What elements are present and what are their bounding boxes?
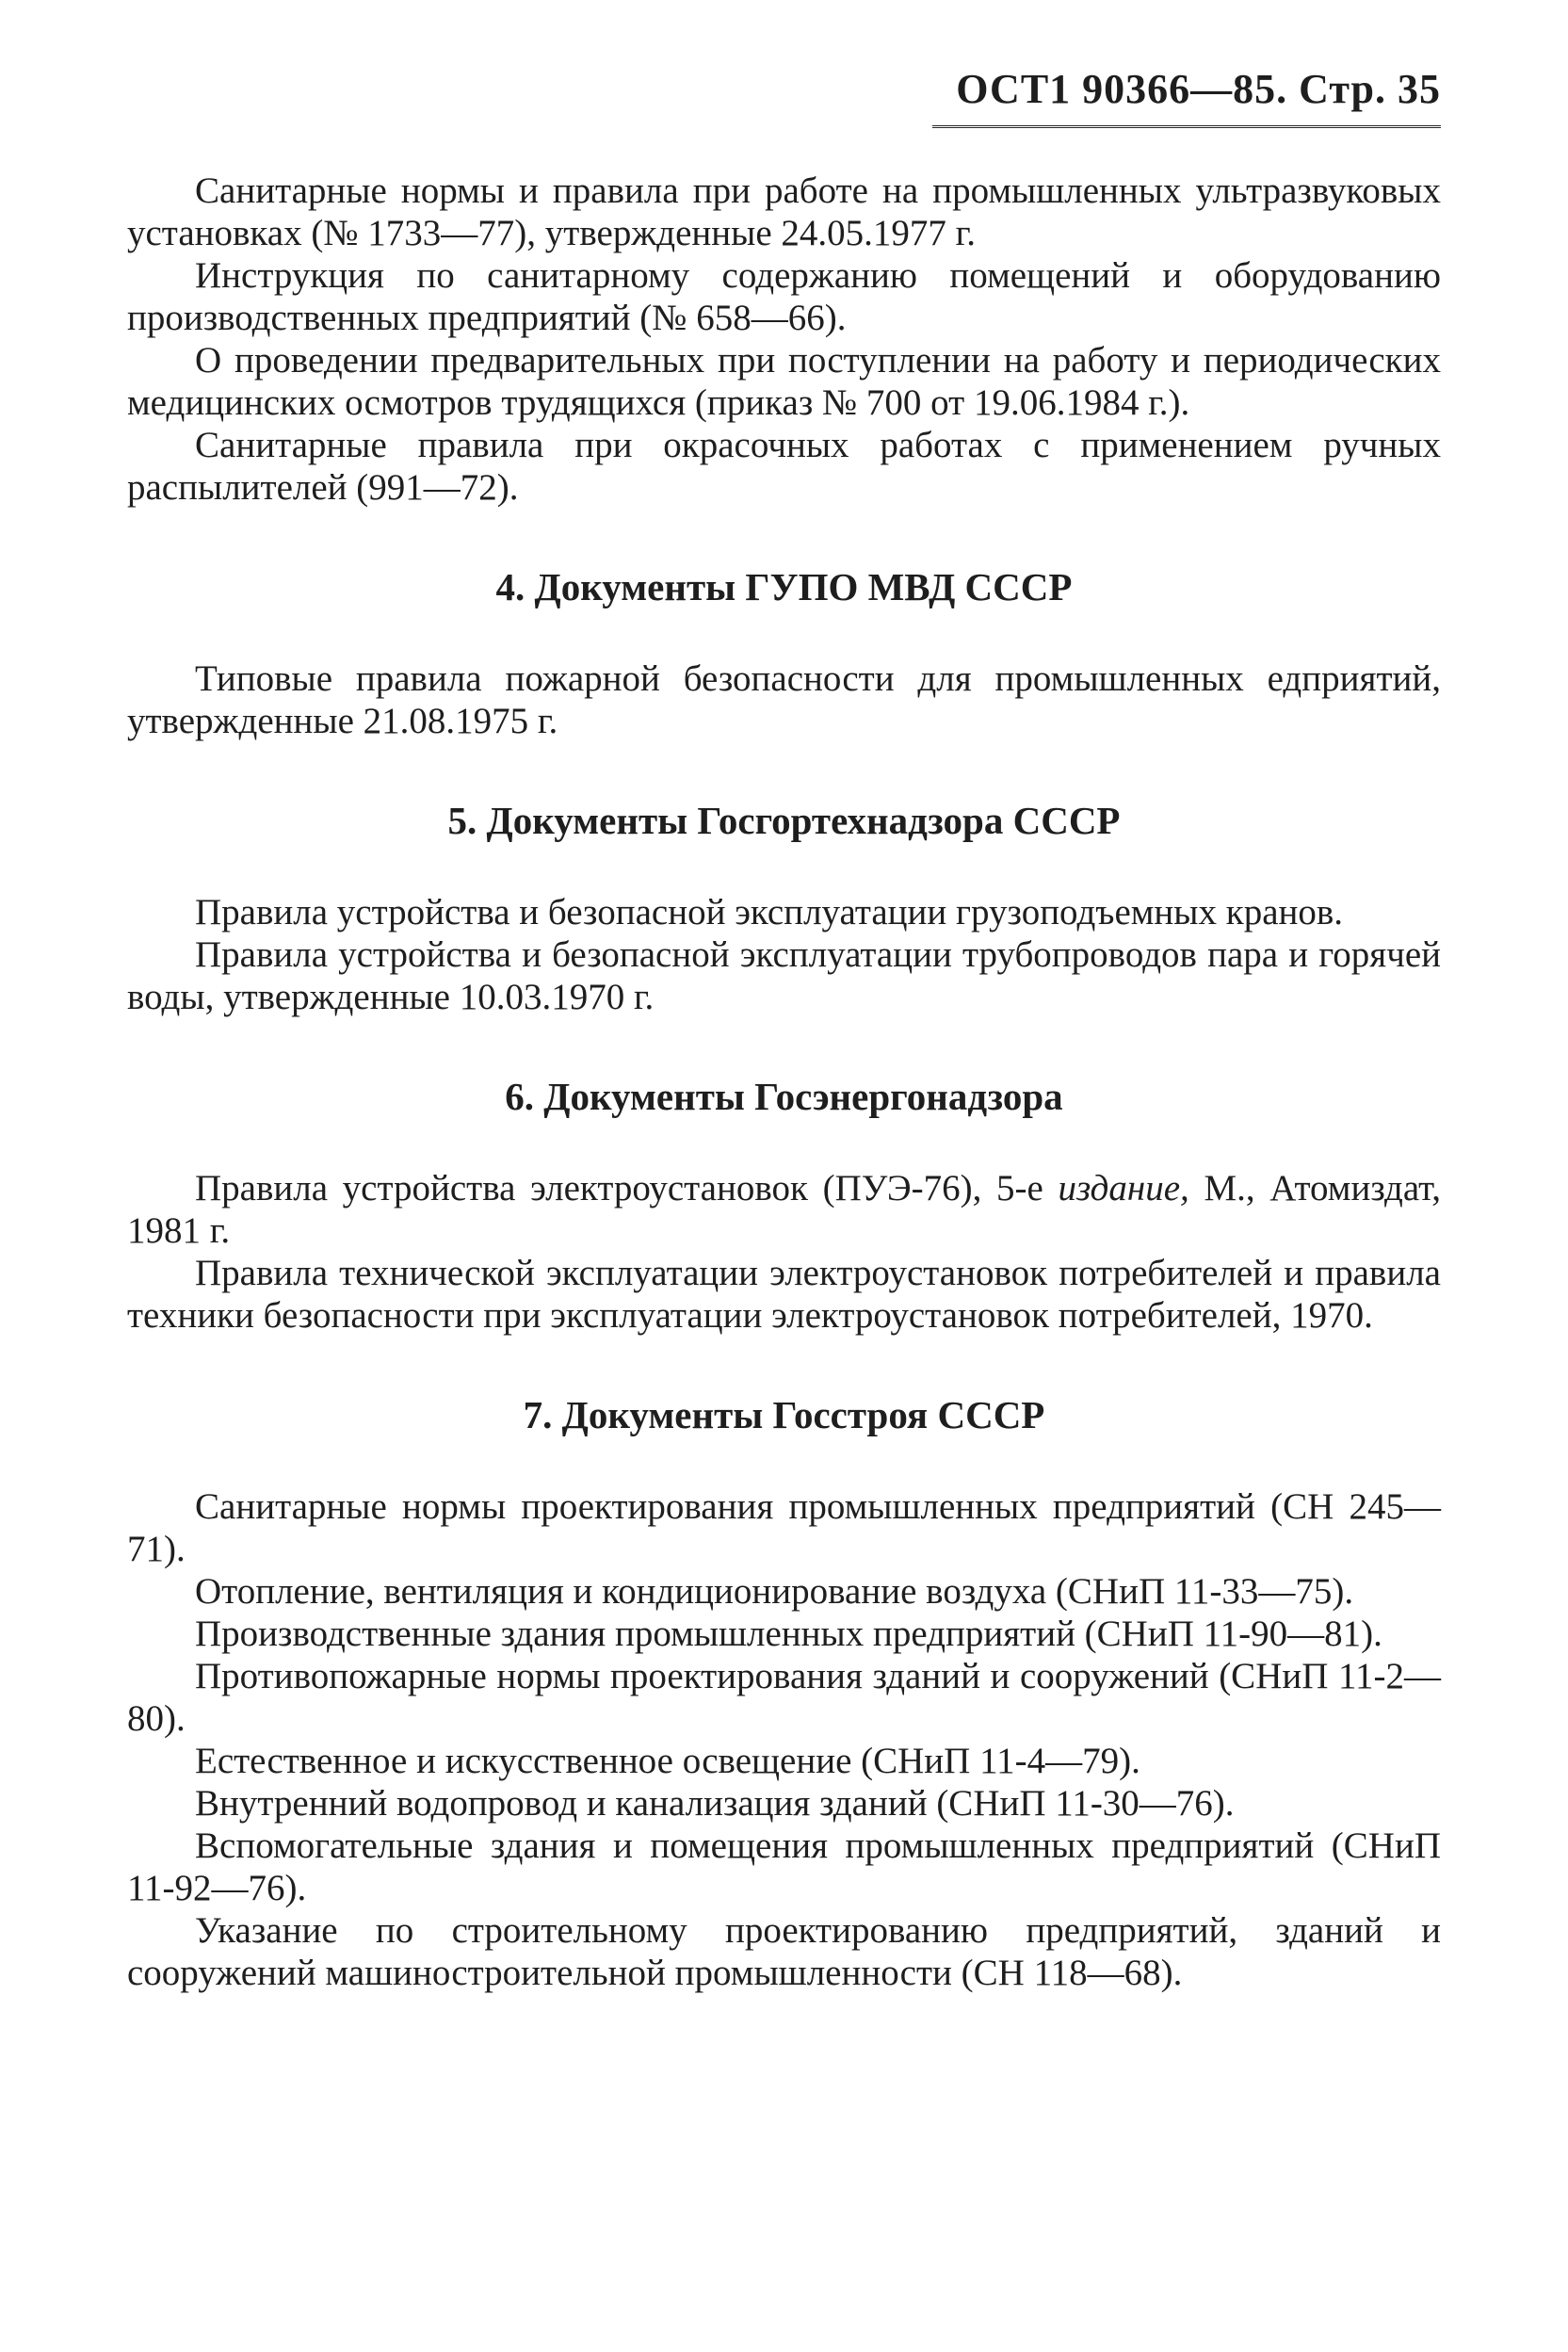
- section-gupo: [127, 563, 1441, 742]
- header-rule: [932, 125, 1441, 128]
- paragraph: Естественное и искусственное освещение (СНиП 11-4—79).: [195, 1741, 1140, 1781]
- section-gosstroy: [127, 1391, 1441, 1994]
- paragraph: Санитарные нормы и правила при работе на промышленных ультразвуковых установках (№ 1733—77), утвержденные 24.05.1977 г.: [127, 170, 1441, 253]
- paragraph: Правила устройства и безопасной эксплуатации трубопроводов пара и горячей воды, утвержденные 10.03.1970 г.: [127, 934, 1441, 1017]
- paragraph: Правила устройства и безопасной эксплуатации грузоподъемных кранов.: [195, 892, 1344, 933]
- paragraph: Санитарные правила при окрасочных работах с применением ручных распылителей (991—72).: [127, 425, 1441, 508]
- paragraph: Указание по строительному проектированию предприятий, зданий и сооружений машиностроительной промышленности (СН 118—68).: [127, 1910, 1441, 1993]
- paragraph: Вспомогательные здания и помещения промышленных предприятий (СНиП 11-92—76).: [127, 1825, 1441, 1908]
- paragraph: Противопожарные нормы проектирования зданий и сооружений (СНиП 11-2—80).: [127, 1656, 1441, 1739]
- paragraph-text: Правила устройства электроустановок (ПУЭ-76), 5-е: [195, 1168, 1043, 1208]
- paragraph: Производственные здания промышленных предприятий (СНиП 11-90—81).: [195, 1614, 1382, 1654]
- section-gosenergonadzor: [127, 1073, 1441, 1337]
- paragraph: Инструкция по санитарному содержанию помещений и оборудованию производственных предприятий (№ 658—66).: [127, 255, 1441, 338]
- paragraph: Отопление, вентиляция и кондиционирование воздуха (СНиП 11-33—75).: [195, 1571, 1354, 1612]
- paragraph: Санитарные нормы проектирования промышленных предприятий (СН 245—71).: [127, 1486, 1441, 1569]
- section-sanitary: [127, 170, 1441, 509]
- section-heading: 4. Документы ГУПО МВД СССР: [495, 565, 1073, 608]
- section-heading: 5. Документы Госгортехнадзора СССР: [447, 799, 1121, 842]
- section-heading: 7. Документы Госстроя СССР: [523, 1393, 1045, 1436]
- paragraph: Типовые правила пожарной безопасности для промышленных едприятий, утвержденные 21.08.1975 г.: [127, 658, 1441, 741]
- italic-text: издание,: [1058, 1168, 1189, 1208]
- paragraph: Правила технической эксплуатации электроустановок потребителей и правила техники безопасности при эксплуатации электроустановок потребителей, 1970.: [127, 1253, 1441, 1336]
- section-gosgortekhnadzor: [127, 797, 1441, 1018]
- paragraph: [127, 1167, 1441, 1252]
- paragraph-text: М., Атомиздат, 1981 г.: [127, 1168, 1442, 1251]
- paragraph: Внутренний водопровод и канализация зданий (СНиП 11-30—76).: [195, 1783, 1235, 1824]
- page-header: ОСТ1 90366—85. Стр. 35: [956, 66, 1441, 112]
- document-body: [127, 170, 1441, 1994]
- paragraph: О проведении предварительных при поступлении на работу и периодических медицинских осмотров трудящихся (приказ № 700 от 19.06.1984 г.).: [127, 340, 1441, 423]
- section-heading: 6. Документы Госэнергонадзора: [505, 1075, 1063, 1118]
